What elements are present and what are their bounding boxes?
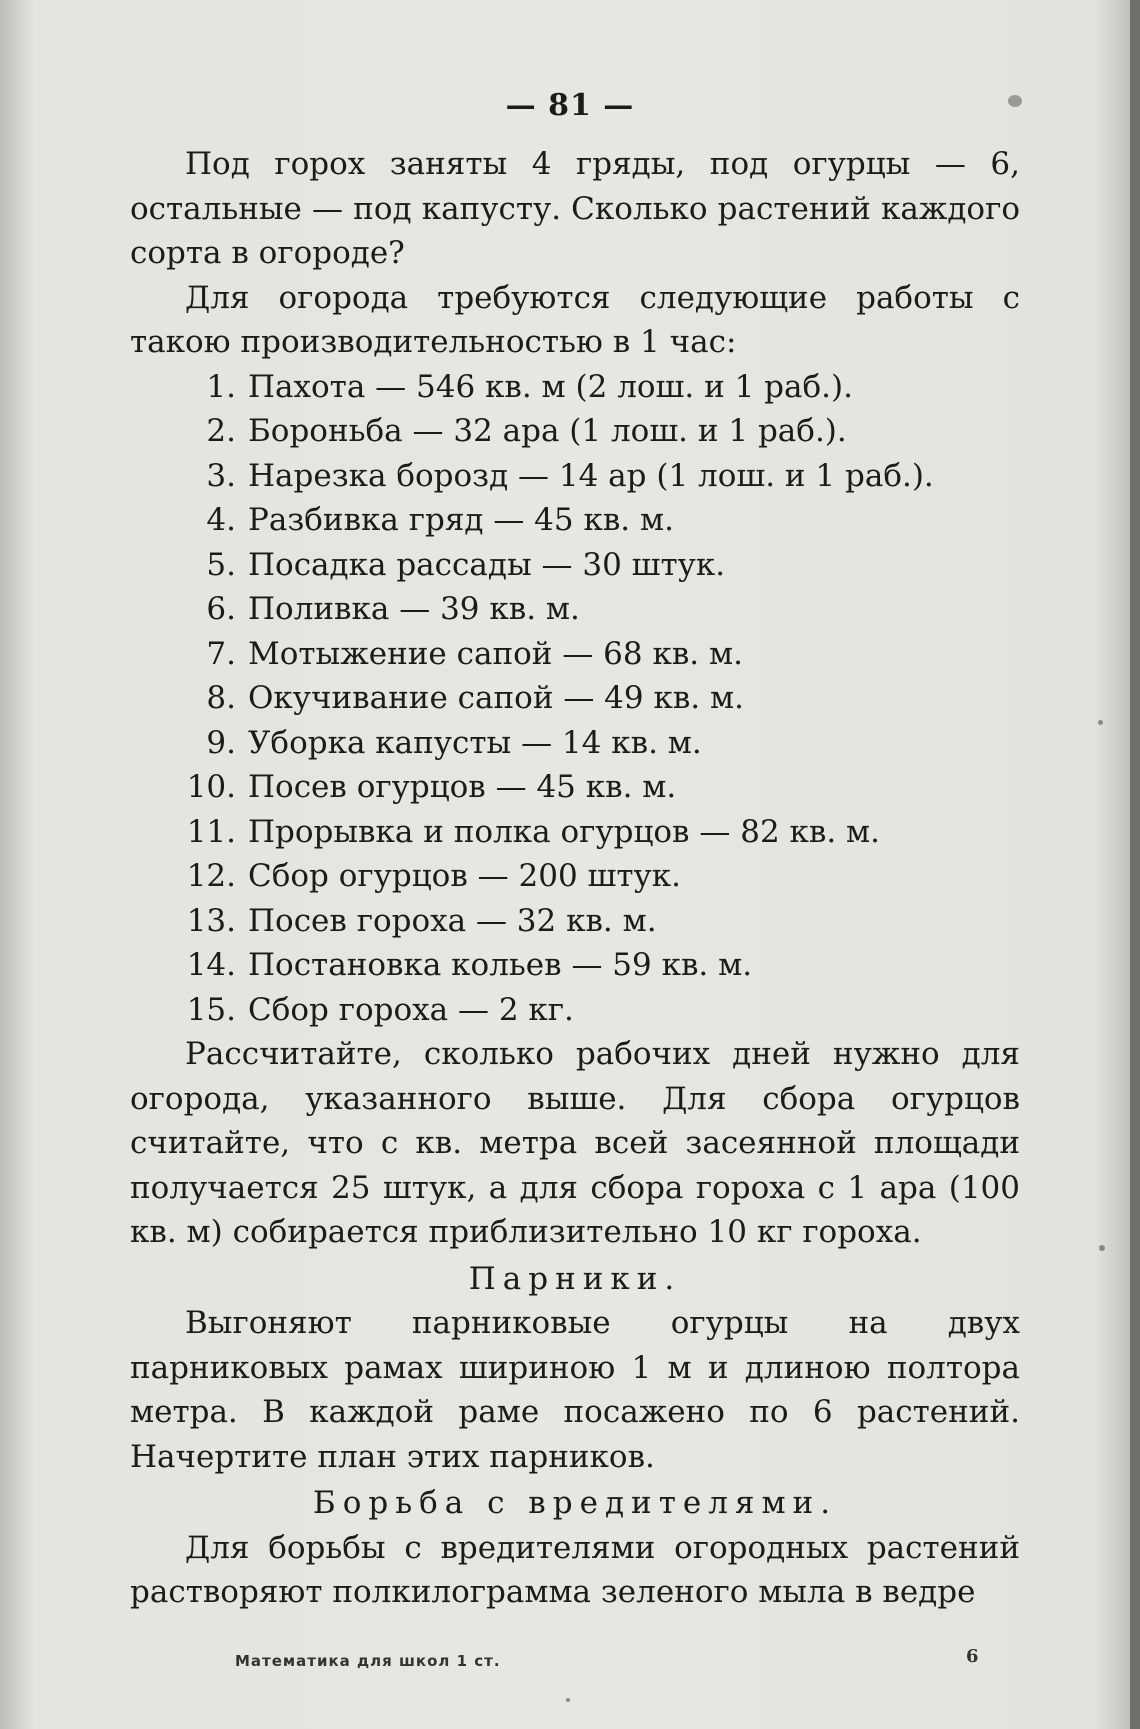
list-item: 13. Посев гороха — 32 кв. м. [186,902,657,939]
list-item: 2. Бороньба — 32 ара (1 лош. и 1 раб.). [206,413,847,449]
paragraph-calculation: Рассчитайте, сколько рабочих дней нужно для огорода, указанного выше. Для сбора огурцов считайте, что с кв. метра всей засеянной площади получается 25 штук, а для сбора гороха с 1 ара (100 кв. м) собирается приблизительно 10 кг гороха. [130,1036,1020,1250]
paragraph-pests: Для борьбы с вредителями огородных растений растворяют полкилограмма зеленого мыла в ведре [130,1529,1020,1610]
list-item: 12. Сбор огурцов — 200 штук. [186,858,681,894]
print-speck [1098,720,1103,725]
list-item: 11. Прорывка и полка огурцов — 82 кв. м. [186,813,881,850]
print-speck [566,1698,570,1702]
paragraph-plants-question: Под горох заняты 4 гряды, под огурцы — 6, остальные — под капусту. Сколько растений каждого сорта в огороде? [130,146,1020,271]
works-list [130,365,1020,1033]
list-item: 1. Пахота — 546 кв. м (2 лош. и 1 раб.). [206,368,853,405]
footer-book-title: Математика для школ 1 ст. [235,1652,501,1670]
list-item: 5. Посадка рассады — 30 штук. [206,546,726,583]
list-item: 15. Сбор гороха — 2 кг. [186,991,574,1028]
list-item: 8. Окучивание сапой — 49 кв. м. [206,680,744,716]
list-item: 9. Уборка капусты — 14 кв. м. [206,724,702,761]
list-item: 14. Постановка кольев — 59 кв. м. [186,947,753,983]
print-speck [1008,95,1022,107]
list-item: 10. Посев огурцов — 45 кв. м. [186,769,677,805]
list-item: 3. Нарезка борозд — 14 ар (1 лош. и 1 раб.). [206,457,934,494]
page-number: — 81 — [505,88,635,123]
print-speck [1099,1245,1105,1251]
list-item: 4. Разбивка гряд — 45 кв. м. [206,502,674,538]
section-heading-pests: Борьба с вредителями. [312,1485,838,1521]
page-content [130,142,1020,1615]
list-item: 6. Поливка — 39 кв. м. [206,591,580,627]
list-item: 7. Мотыжение сапой — 68 кв. м. [206,635,743,672]
footer-signature-mark: 6 [966,1646,979,1667]
section-heading-hotbeds: Парники. [468,1260,682,1297]
paragraph-hotbeds: Выгоняют парниковые огурцы на двух парниковых рамах шириною 1 м и длиною полтора метра. В каждой раме посажено по 6 растений. Начертите план этих парников. [130,1305,1020,1475]
paragraph-works-intro: Для огорода требуются следующие работы с такою производительностью в 1 час: [130,279,1020,360]
